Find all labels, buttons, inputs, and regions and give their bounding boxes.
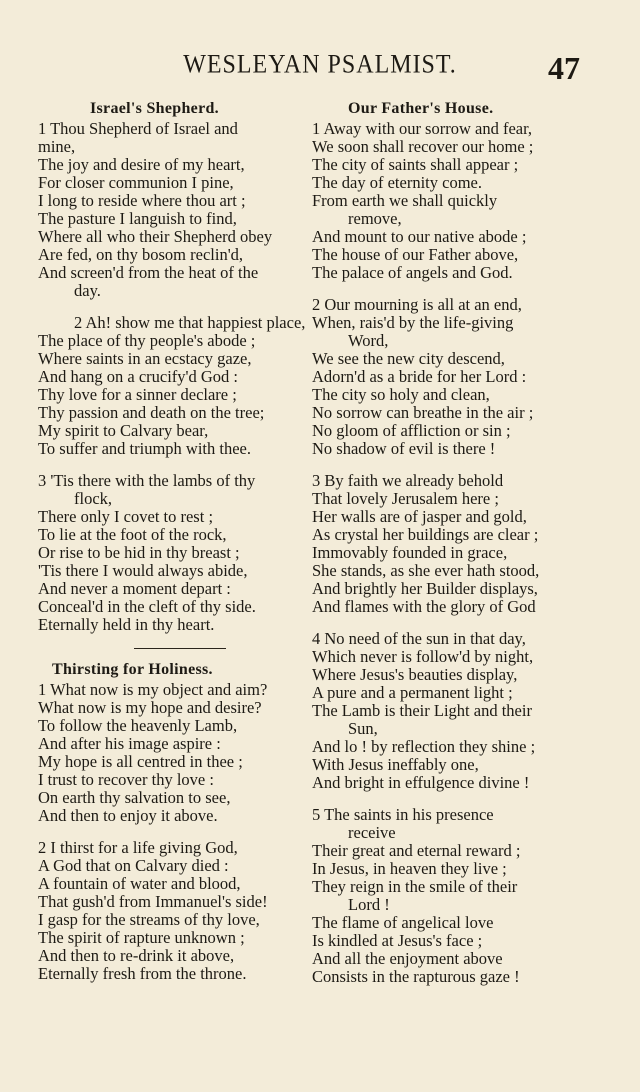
verse-line: Thy love for a sinner declare ; xyxy=(38,385,237,404)
verse-line: 2 Ah! show me that happiest place, xyxy=(74,313,306,332)
stanza xyxy=(312,806,602,986)
verse-line: 1 What now is my object and aim? xyxy=(38,680,268,699)
verse-line: The palace of angels and God. xyxy=(312,263,513,282)
hymn-our-fathers-house xyxy=(312,120,602,986)
verse-line: And then to enjoy it above. xyxy=(38,806,218,825)
hymn-israels-shepherd xyxy=(38,120,308,634)
hymn-thirsting-for-holiness xyxy=(38,681,308,983)
verse-line: A pure and a permanent light ; xyxy=(312,683,513,702)
verse-line: 'Tis there I would always abide, xyxy=(38,561,248,580)
verse-line: Eternally fresh from the throne. xyxy=(38,964,247,983)
verse-line: Where saints in an ecstacy gaze, xyxy=(38,349,252,368)
verse-line: My hope is all centred in thee ; xyxy=(38,752,243,771)
verse-line: I gasp for the streams of thy love, xyxy=(38,910,260,929)
verse-line: They reign in the smile of their xyxy=(312,877,518,896)
verse-line: What now is my hope and desire? xyxy=(38,698,262,717)
verse-line: With Jesus ineffably one, xyxy=(312,755,479,774)
verse-line: And then to re-drink it above, xyxy=(38,946,235,965)
verse-line: The city of saints shall appear ; xyxy=(312,155,519,174)
verse-line: To follow the heavenly Lamb, xyxy=(38,716,238,735)
verse-line: Or rise to be hid in thy breast ; xyxy=(38,543,240,562)
verse-line: On earth thy salvation to see, xyxy=(38,788,231,807)
verse-line: The day of eternity come. xyxy=(312,173,482,192)
verse-line: Which never is follow'd by night, xyxy=(312,647,534,666)
verse-line: 3 'Tis there with the lambs of thy xyxy=(38,471,256,490)
stanza xyxy=(312,296,602,458)
verse-line: Is kindled at Jesus's face ; xyxy=(312,931,483,950)
verse-line: The spirit of rapture unknown ; xyxy=(38,928,245,947)
verse-line: The house of our Father above, xyxy=(312,245,519,264)
verse-line: We soon shall recover our home ; xyxy=(312,137,534,156)
verse-line: No shadow of evil is there ! xyxy=(312,439,496,458)
verse-line: mine, xyxy=(38,137,76,156)
verse-line: No gloom of affliction or sin ; xyxy=(312,421,511,440)
verse-line: flock, xyxy=(74,489,113,508)
verse-line: Where Jesus's beauties display, xyxy=(312,665,518,684)
verse-line: Immovably founded in grace, xyxy=(312,543,508,562)
right-column xyxy=(312,92,602,1000)
verse-line: A God that on Calvary died : xyxy=(38,856,229,875)
verse-line: I long to reside where thou art ; xyxy=(38,191,246,210)
verse-line: That lovely Jerusalem here ; xyxy=(312,489,499,508)
verse-line: 3 By faith we already behold xyxy=(312,471,504,490)
verse-line: The pasture I languish to find, xyxy=(38,209,237,228)
verse-line: To lie at the foot of the rock, xyxy=(38,525,227,544)
verse-line: She stands, as she ever hath stood, xyxy=(312,561,540,580)
hymn-title-israels-shepherd: Israel's Shepherd. xyxy=(90,100,219,117)
verse-line: receive xyxy=(348,823,396,842)
verse-line: As crystal her buildings are clear ; xyxy=(312,525,539,544)
verse-line: Lord ! xyxy=(348,895,390,914)
verse-line: Word, xyxy=(348,331,389,350)
verse-line: There only I covet to rest ; xyxy=(38,507,214,526)
section-divider xyxy=(134,648,226,649)
verse-line: I trust to recover thy love : xyxy=(38,770,214,789)
verse-line: Sun, xyxy=(348,719,378,738)
stanza xyxy=(38,472,308,634)
verse-line: The place of thy people's abode ; xyxy=(38,331,256,350)
verse-line: Her walls are of jasper and gold, xyxy=(312,507,527,526)
verse-line: The city so holy and clean, xyxy=(312,385,490,404)
verse-line: The Lamb is their Light and their xyxy=(312,701,532,720)
verse-line: 4 No need of the sun in that day, xyxy=(312,629,526,648)
verse-line: We see the new city descend, xyxy=(312,349,505,368)
stanza xyxy=(312,472,602,616)
verse-line: And brightly her Builder displays, xyxy=(312,579,538,598)
verse-line: day. xyxy=(74,281,101,300)
verse-line: And flames with the glory of God xyxy=(312,597,536,616)
verse-line: 2 I thirst for a life giving God, xyxy=(38,838,238,857)
verse-line: My spirit to Calvary bear, xyxy=(38,421,209,440)
hymn-title-our-fathers-house: Our Father's House. xyxy=(348,100,494,117)
verse-line: Consists in the rapturous gaze ! xyxy=(312,967,520,986)
verse-line: And all the enjoyment above xyxy=(312,949,503,968)
verse-line: And mount to our native abode ; xyxy=(312,227,527,246)
page-number: 47 xyxy=(548,50,580,86)
verse-line: 1 Thou Shepherd of Israel and xyxy=(38,119,238,138)
left-column xyxy=(38,92,308,997)
verse-line: Are fed, on thy bosom reclin'd, xyxy=(38,245,244,264)
verse-line: That gush'd from Immanuel's side! xyxy=(38,892,268,911)
verse-line: The joy and desire of my heart, xyxy=(38,155,245,174)
stanza xyxy=(312,630,602,792)
verse-line: A fountain of water and blood, xyxy=(38,874,241,893)
stanza xyxy=(38,681,308,825)
verse-line: In Jesus, in heaven they live ; xyxy=(312,859,507,878)
stanza xyxy=(38,839,308,983)
verse-line: And screen'd from the heat of the xyxy=(38,263,259,282)
hymn-title-thirsting-for-holiness: Thirsting for Holiness. xyxy=(52,661,213,678)
verse-line: remove, xyxy=(348,209,402,228)
verse-line: 1 Away with our sorrow and fear, xyxy=(312,119,533,138)
verse-line: And after his image aspire : xyxy=(38,734,221,753)
stanza xyxy=(38,314,308,458)
verse-line: For closer communion I pine, xyxy=(38,173,234,192)
stanza xyxy=(312,120,602,282)
verse-line: Where all who their Shepherd obey xyxy=(38,227,273,246)
verse-line: Eternally held in thy heart. xyxy=(38,615,215,634)
verse-line: And never a moment depart : xyxy=(38,579,231,598)
verse-line: The flame of angelical love xyxy=(312,913,494,932)
verse-line: And lo ! by reflection they shine ; xyxy=(312,737,536,756)
verse-line: 2 Our mourning is all at an end, xyxy=(312,295,522,314)
verse-line: To suffer and triumph with thee. xyxy=(38,439,251,458)
verse-line: Their great and eternal reward ; xyxy=(312,841,521,860)
verse-line: 5 The saints in his presence xyxy=(312,805,494,824)
verse-line: Adorn'd as a bride for her Lord : xyxy=(312,367,527,386)
verse-line: When, rais'd by the life-giving xyxy=(312,313,514,332)
verse-line: And bright in effulgence divine ! xyxy=(312,773,530,792)
verse-line: From earth we shall quickly xyxy=(312,191,498,210)
verse-line: No sorrow can breathe in the air ; xyxy=(312,403,534,422)
verse-line: Thy passion and death on the tree; xyxy=(38,403,265,422)
stanza xyxy=(38,120,308,300)
running-head: WESLEYAN PSALMIST. xyxy=(183,50,457,80)
verse-line: And hang on a crucify'd God : xyxy=(38,367,239,386)
verse-line: Conceal'd in the cleft of thy side. xyxy=(38,597,256,616)
